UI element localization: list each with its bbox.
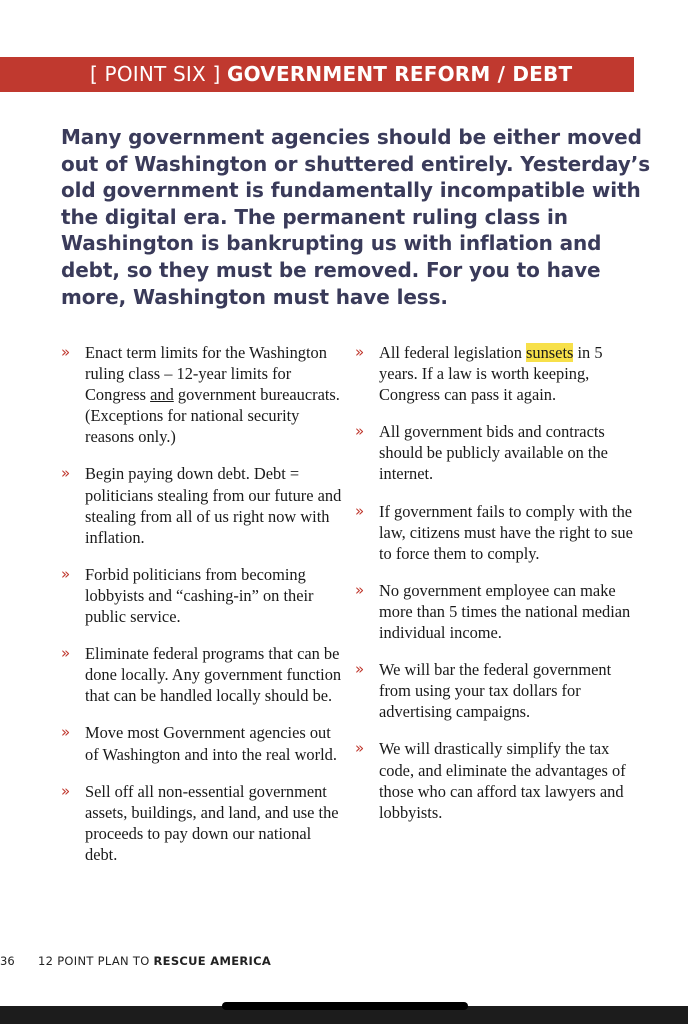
list-item (355, 659, 645, 722)
underlined-word: and (150, 385, 174, 405)
list-item-text: We will drastically simplify the tax code, and eliminate the advantages of those who can afford tax lawyers and lobbyists. (379, 739, 626, 822)
highlighted-word[interactable]: sunsets (526, 343, 574, 362)
list-item (61, 781, 346, 865)
chevron-right-icon: » (61, 464, 71, 483)
list-item-text: Forbid politicians from becoming lobbyists and “cashing-in” on their public service. (85, 564, 314, 627)
chevron-right-icon: » (355, 660, 365, 679)
list-item-text: We will bar the federal government from using your tax dollars for advertising campaigns. (379, 660, 612, 722)
section-title: GOVERNMENT REFORM / DEBT (227, 62, 573, 86)
list-item (355, 738, 645, 822)
list-item (355, 342, 645, 405)
list-item (355, 421, 645, 484)
lead-paragraph: Many government agencies should be either moved out of Washington or shuttered entirely. Yesterday’s old government is fundamentally incompatible with the digital era. The permanent ruling class in Washington is bankrupting us with inflation and debt, so they must be removed. For you to have more, Washington must have less. (61, 125, 651, 309)
list-item-text: If government fails to comply with the law, citizens must have the right to sue to force them to comply. (379, 501, 633, 563)
section-heading (90, 57, 572, 92)
section-label: [ POINT SIX ] (90, 62, 221, 86)
list-item-text: Begin paying down debt. Debt = politicians stealing from our future and stealing from all of us right now with inflation. (85, 464, 342, 547)
chevron-right-icon: » (61, 644, 71, 663)
list-item-text: Move most Government agencies out of Washington and into the real world. (85, 723, 337, 764)
footer-title: 12 POINT PLAN TO RESCUE AMERICA (38, 954, 272, 968)
list-item-text: Enact term limits for the Washington ruling class – 12-year limits for Congress and government bureaucrats. (Exceptions for national security reasons only.) (85, 343, 340, 447)
scroll-indicator[interactable] (222, 1002, 468, 1010)
page-number: 36 (0, 954, 15, 968)
chevron-right-icon: » (61, 723, 71, 742)
list-item (61, 342, 346, 447)
footer-title-bold: RESCUE AMERICA (153, 954, 272, 968)
section-banner (0, 57, 634, 92)
chevron-right-icon: » (355, 343, 365, 361)
chevron-right-icon: » (355, 580, 365, 599)
chevron-right-icon: » (355, 422, 365, 441)
list-item (355, 501, 645, 564)
list-item (61, 643, 346, 706)
list-item (61, 463, 346, 547)
chevron-right-icon: » (61, 781, 71, 800)
chevron-right-icon: » (355, 739, 365, 758)
list-item-text: Eliminate federal programs that can be done locally. Any government function that can be handled locally should be. (85, 644, 342, 706)
right-bullet-list (355, 342, 645, 823)
list-item (61, 564, 346, 627)
left-bullet-list (61, 342, 346, 865)
list-item (355, 580, 645, 643)
chevron-right-icon: » (61, 564, 71, 583)
list-item-text: All federal legislation sunsets in 5 years. If a law is worth keeping, Congress can pass it again. (379, 343, 603, 405)
chevron-right-icon: » (61, 343, 71, 361)
list-item (61, 722, 346, 764)
page-footer (0, 954, 688, 970)
chevron-right-icon: » (355, 501, 365, 520)
list-item-text: No government employee can make more than 5 times the national median individual income. (379, 580, 631, 643)
list-item-text: All government bids and contracts should be publicly available on the internet. (379, 422, 608, 484)
list-item-text: Sell off all non-essential government assets, buildings, and land, and use the proceeds to pay down our national debt. (85, 781, 339, 864)
